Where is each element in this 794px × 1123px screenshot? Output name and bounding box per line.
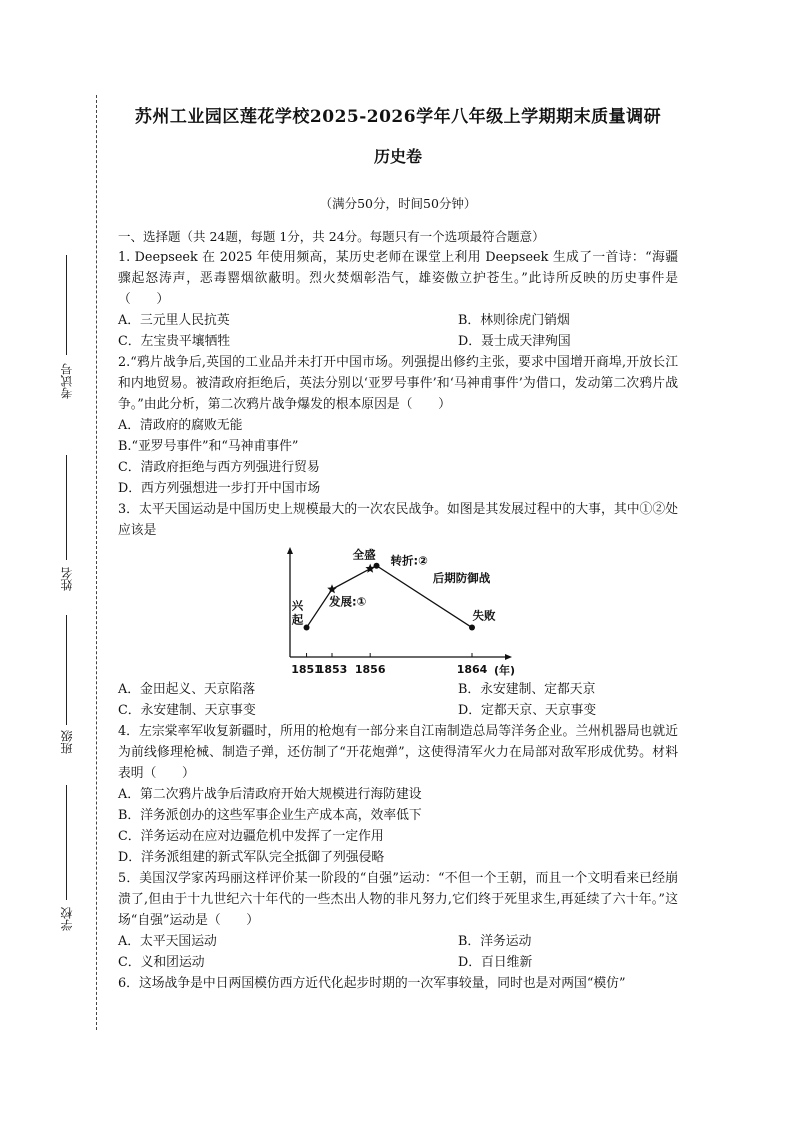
option-a[interactable]: A．第二次鸦片战争后清政府开始大规模进行海防建设 — [118, 787, 422, 802]
x-axis-arrow — [505, 654, 512, 660]
option-d[interactable]: D．定都天京、天京事变 — [458, 703, 597, 718]
x-tick-label: 1851 — [291, 663, 322, 676]
data-point — [304, 625, 310, 631]
point-label-rise: 起 — [291, 612, 304, 627]
class-field[interactable] — [48, 615, 88, 775]
name-field[interactable] — [48, 455, 88, 605]
x-tick-label: 1864 — [456, 663, 488, 676]
question-6: 6．这场战争是中日两国模仿西方近代化起步时期的一次军事较量，同时也是对两国“模仿” — [118, 976, 626, 991]
option-c[interactable]: C．义和团运动 — [118, 955, 205, 970]
data-point — [374, 563, 380, 569]
option-b[interactable]: B．林则徐虎门销烟 — [458, 313, 570, 328]
question-5: 5．美国汉学家芮玛丽这样评价某一阶段的“自强”运动：“不但一个王朝，而且一个文明看来已经崩溃了,但由于十九世纪六十年代的一些杰出人物的非凡努力,它们终于死里求生,再延续了六十年。”这场“自强”运动是（ ） — [118, 871, 678, 928]
taiping-chart-svg — [278, 545, 518, 679]
option-c[interactable]: C．清政府拒绝与西方列强进行贸易 — [118, 460, 320, 475]
point-label-rise: 兴 — [291, 598, 304, 613]
score-time-note: （满分50分，时间50分钟） — [319, 196, 477, 211]
class-line — [66, 615, 67, 725]
class-label: 班级 — [60, 730, 74, 754]
option-d[interactable]: D．百日维新 — [458, 955, 533, 970]
x-tick-label: 1853 — [316, 663, 348, 676]
option-b[interactable]: B.“亚罗号事件”和“马神甫事件” — [118, 439, 299, 454]
question-3-options — [118, 679, 678, 721]
option-d[interactable]: D．西方列强想进一步打开中国市场 — [118, 481, 321, 496]
binding-dashed-line — [96, 95, 97, 1030]
x-tick-label: 1856 — [354, 663, 386, 676]
exam-number-field[interactable] — [48, 255, 88, 445]
option-b[interactable]: B．永安建制、定都天京 — [458, 682, 596, 697]
point-label-fail: 失败 — [472, 608, 496, 623]
option-a[interactable]: A．金田起义、天京陷落 — [118, 682, 256, 697]
star-point — [327, 584, 337, 593]
x-unit-label: (年) — [494, 664, 516, 677]
question-1: 1. Deepseek 在 2025 年使用频高，某历史老师在课堂上利用 Deepseek 生成了一首诗：“海疆骤起怒涛声，恶毒罂烟欲蔽明。烈火焚烟彰浩气，雄姿傲立护苍生。”此诗所反映的历史事件是（ ） — [118, 250, 678, 307]
taiping-chart — [278, 545, 518, 679]
option-a[interactable]: A．三元里人民抗英 — [118, 313, 230, 328]
exam-title: 苏州工业园区莲花学校2025-2026学年八年级上学期期末质量调研 — [134, 107, 662, 127]
exam-number-label: 考试号 — [60, 363, 74, 399]
exam-subtitle: 历史卷 — [373, 147, 422, 166]
exam-content — [118, 100, 678, 994]
exam-number-line — [66, 255, 67, 355]
binding-margin — [40, 95, 100, 1030]
option-d[interactable]: D．聂士成天津殉国 — [458, 334, 571, 349]
point-label-develop: 发展:① — [329, 594, 367, 609]
option-b[interactable]: B．洋务派创办的这些军事企业生产成本高，效率低下 — [118, 808, 422, 823]
section-heading: 一、选择题（共 24题，每题 1分，共 24分。每题只有一个选项最符合题意） — [118, 229, 545, 244]
name-line — [66, 455, 67, 560]
option-c[interactable]: C．永安建制、天京事变 — [118, 703, 256, 718]
question-2: 2.“鸦片战争后,英国的工业品并未打开中国市场。列强提出修约主张，要求中国增开商埠,开放长江和内地贸易。被清政府拒绝后，英法分别以‘亚罗号事件’和‘马神甫事件’为借口，发动第二次鸦片战争。”由此分析，第二次鸦片战争爆发的根本原因是（ ） — [118, 355, 678, 412]
y-axis-arrow — [287, 547, 293, 554]
question-5-options — [118, 931, 678, 973]
data-point — [469, 625, 475, 631]
option-c[interactable]: C．洋务运动在应对边疆危机中发挥了一定作用 — [118, 829, 384, 844]
option-c[interactable]: C．左宝贵平壤牺牲 — [118, 334, 231, 349]
star-point — [365, 564, 375, 573]
name-label: 姓名 — [60, 567, 74, 591]
option-b[interactable]: B．洋务运动 — [458, 934, 532, 949]
option-d[interactable]: D．洋务派组建的新式军队完全抵御了列强侵略 — [118, 850, 385, 865]
question-1-options — [118, 310, 678, 352]
school-field[interactable] — [48, 785, 88, 955]
school-label: 学校 — [60, 907, 74, 931]
annotation-defense: 后期防御战 — [432, 570, 491, 585]
question-4: 4．左宗棠率军收复新疆时，所用的枪炮有一部分来自江南制造总局等洋务企业。兰州机器局也就近为前线修理枪械、制造子弹，还仿制了“开花炮弹”，这使得清军火力在局部对敌军形成优势。材料表明（ ） — [118, 724, 678, 781]
point-label-peak: 全盛 — [352, 547, 376, 562]
school-line — [66, 785, 67, 900]
option-a[interactable]: A．太平天国运动 — [118, 934, 217, 949]
question-3: 3．太平天国运动是中国历史上规模最大的一次农民战争。如图是其发展过程中的大事，其中①②处应该是 — [118, 502, 678, 538]
point-label-turn: 转折:② — [390, 553, 428, 568]
option-a[interactable]: A．清政府的腐败无能 — [118, 418, 243, 433]
